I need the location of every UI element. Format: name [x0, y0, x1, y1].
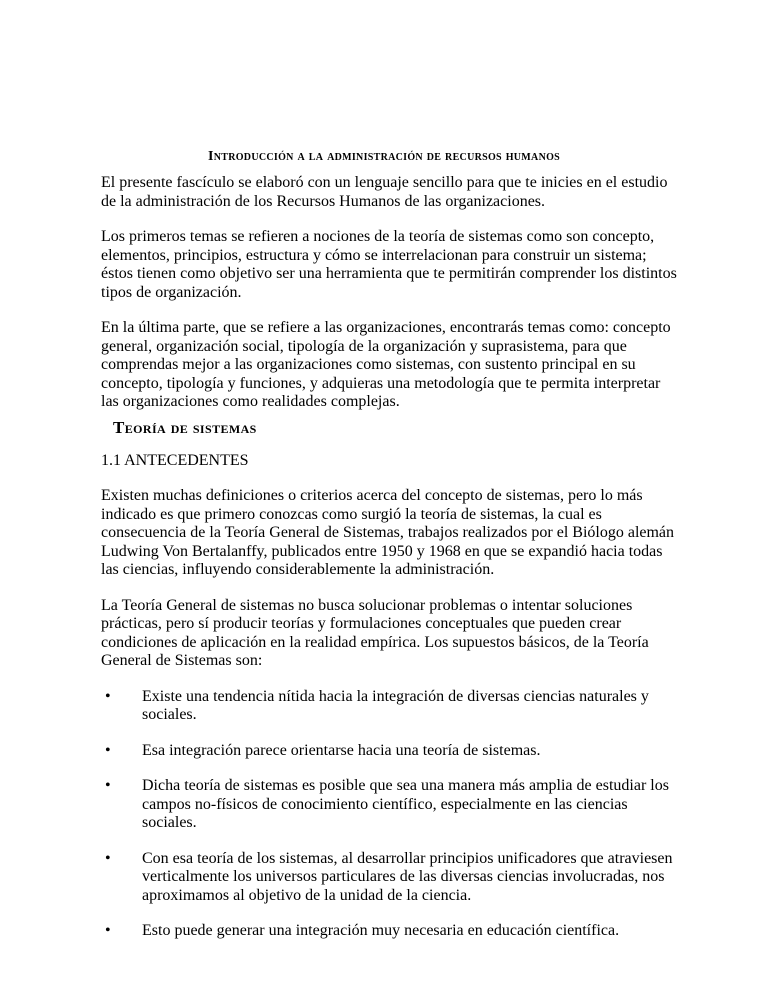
- list-item-text: Esto puede generar una integración muy necesaria en educación científica.: [142, 922, 620, 939]
- bullet-list: [101, 688, 681, 941]
- bullet-icon: •: [105, 741, 111, 759]
- bullet-icon: •: [105, 687, 111, 705]
- bullet-icon: •: [105, 849, 111, 867]
- list-item-text: Dicha teoría de sistemas es posible que sea una manera más amplia de estudiar los campos no-físicos de conocimiento científico, especialmente en las ciencias sociales.: [142, 777, 669, 831]
- bullet-icon: •: [105, 922, 111, 939]
- list-item: [101, 922, 681, 941]
- list-item: [101, 850, 681, 906]
- intro-paragraph-3: En la última parte, que se refiere a las organizaciones, encontrarás temas como: concepto general, organización social, tipología de la organización y suprasistema, para que comprendas mejor a las organizaciones como sistemas, con sustento principal en su concepto, tipología y funciones, y adquieras una metodología que te permita interpretar las organizaciones como realidades complejas.: [101, 319, 671, 410]
- list-item: [101, 742, 681, 761]
- intro-paragraph-2: Los primeros temas se refieren a nociones de la teoría de sistemas como son concepto, elementos, principios, estructura y cómo se interrelacionan para construir un sistema; éstos tienen como objetivo ser una herramienta que te permitirán comprender los distintos tipos de organización.: [101, 228, 677, 301]
- list-item: [101, 688, 681, 725]
- list-item-text: Con esa teoría de los sistemas, al desarrollar principios unificadores que atraviesen verticalmente los universos particulares de las diversas ciencias involucradas, nos aproximamos al objetivo de la unidad de la ciencia.: [142, 849, 673, 904]
- list-item-text: Esa integración parece orientarse hacia una teoría de sistemas.: [142, 741, 541, 759]
- section-heading: Teoría de sistemas: [113, 417, 257, 437]
- list-item: [101, 777, 681, 833]
- bullet-icon: •: [105, 777, 111, 794]
- subsection-heading: 1.1 ANTECEDENTES: [101, 451, 249, 469]
- document-title: Introducción a la administración de recursos humanos: [207, 149, 561, 164]
- intro-paragraph-1: El presente fascículo se elaboró con un lenguaje sencillo para que te inicies en el estudio de la administración de los Recursos Humanos de las organizaciones.: [101, 174, 668, 210]
- body-paragraph-1: Existen muchas definiciones o criterios acerca del concepto de sistemas, pero lo más indicado es que primero conozcas como surgió la teoría de sistemas, la cual es consecuencia de la Teoría General de Sistemas, trabajos realizados por el Biólogo alemán Ludwing Von Bertalanffy, publicados entre 1950 y 1968 en que se expandió hacia todas las ciencias, influyendo considerablemente la administración.: [101, 487, 675, 578]
- body-paragraph-2: La Teoría General de sistemas no busca solucionar problemas o intentar soluciones prácticas, pero sí producir teorías y formulaciones conceptuales que pueden crear condiciones de aplicación en la realidad empírica. Los supuestos básicos, de la Teoría General de Sistemas son:: [101, 596, 649, 669]
- list-item-text: Existe una tendencia nítida hacia la integración de diversas ciencias naturales y sociales.: [142, 687, 649, 723]
